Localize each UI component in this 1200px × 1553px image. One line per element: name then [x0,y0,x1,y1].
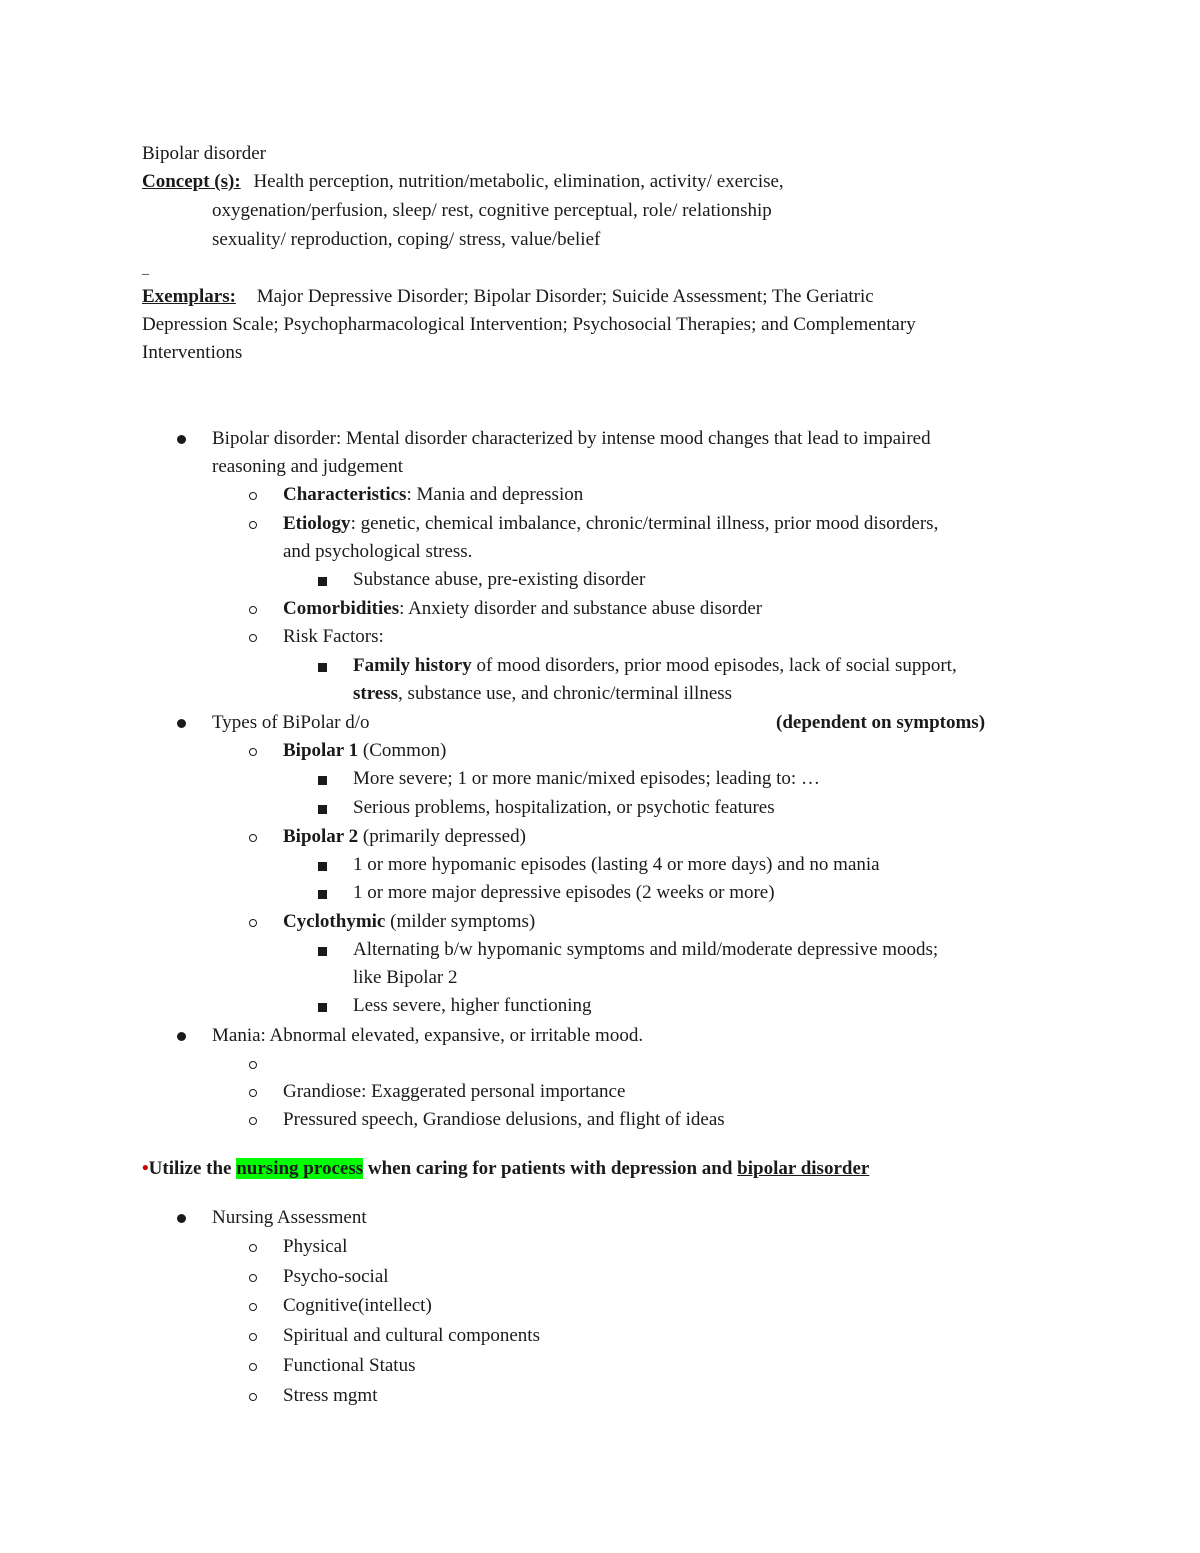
bullet-square [318,577,327,586]
bipolar1-text: (Common) [358,740,447,761]
bipolar1-label: Bipolar 1 [283,740,359,761]
assessment-item: Cognitive(intellect) [283,1295,432,1316]
etiology-item [283,512,938,536]
assessment-item: Stress mgmt [283,1385,378,1406]
risk-text-2: , substance use, and chronic/terminal illness [398,683,733,704]
exemplars-label: Exemplars: [142,286,236,307]
bullet-square [318,890,327,899]
bipolar-definition-2: reasoning and judgement [212,456,404,477]
bullet-circle [249,1333,257,1341]
bipolar1-sub-1: More severe; 1 or more manic/mixed episodes; leading to: … [353,768,820,789]
bipolar2-sub-2: 1 or more major depressive episodes (2 weeks or more) [353,882,775,903]
comorbidities-item [283,597,762,621]
risk-text-1: of mood disorders, prior mood episodes, lack of social support, [471,655,957,676]
characteristics-item [283,483,583,507]
bipolar1-sub-2: Serious problems, hospitalization, or psychotic features [353,797,775,818]
cyclothymic-sub-1b: like Bipolar 2 [353,967,458,988]
bullet-disc [177,1032,186,1041]
characteristics-text: : Mania and depression [406,484,584,505]
heading-part-1: Utilize the [148,1158,237,1179]
nursing-process-heading [142,1157,869,1181]
types-label: Types of BiPolar d/o [212,712,370,733]
concept-label: Concept (s): [142,171,241,192]
bipolar1-item [283,739,446,763]
etiology-text-2: and psychological stress. [283,541,473,562]
bullet-circle [249,1363,257,1371]
risk-factors-line-1 [353,654,957,678]
bullet-circle [249,748,257,756]
bullet-square [318,1003,327,1012]
mania-item-speech: Pressured speech, Grandiose delusions, and flight of ideas [283,1109,725,1130]
bullet-disc [177,435,186,444]
assessment-item: Physical [283,1236,348,1257]
bullet-circle [249,1061,257,1069]
bullet-circle [249,919,257,927]
page-title: Bipolar disorder [142,143,267,164]
concept-line-1 [142,170,784,194]
cyclothymic-text: (milder symptoms) [385,911,536,932]
risk-family-history: Family history [353,655,472,676]
bullet-circle [249,1393,257,1401]
bullet-square [318,862,327,871]
types-note: (dependent on symptoms) [776,712,986,733]
bullet-circle [249,1303,257,1311]
etiology-text: : genetic, chemical imbalance, chronic/terminal illness, prior mood disorders, [350,513,939,534]
concept-text-3: sexuality/ reproduction, coping/ stress, value/belief [212,229,601,250]
bipolar2-label: Bipolar 2 [283,826,359,847]
concept-text-2: oxygenation/perfusion, sleep/ rest, cognitive perceptual, role/ relationship [212,200,772,221]
bullet-circle [249,1244,257,1252]
concept-text-1: Health perception, nutrition/metabolic, elimination, activity/ exercise, [253,171,784,192]
divider-dash: _ [142,262,149,277]
bipolar-definition-1: Bipolar disorder: Mental disorder characterized by intense mood changes that lead to impaired [212,428,931,449]
exemplars-text-1: Major Depressive Disorder; Bipolar Disorder; Suicide Assessment; The Geriatric [256,286,874,307]
comorbidities-label: Comorbidities [283,598,400,619]
red-bullet: • [142,1158,149,1179]
bullet-square [318,663,327,672]
cyclothymic-label: Cyclothymic [283,911,386,932]
cyclothymic-item [283,910,535,934]
bullet-circle [249,834,257,842]
bullet-circle [249,521,257,529]
mania-label: Mania: Abnormal elevated, expansive, or irritable mood. [212,1025,644,1046]
bullet-square [318,947,327,956]
comorbidities-text: : Anxiety disorder and substance abuse disorder [399,598,763,619]
etiology-label: Etiology [283,513,351,534]
mania-item-grandiose: Grandiose: Exaggerated personal importance [283,1081,626,1102]
bipolar2-text: (primarily depressed) [358,826,526,847]
cyclothymic-sub-1a: Alternating b/w hypomanic symptoms and mild/moderate depressive moods; [353,939,939,960]
bipolar2-item [283,825,526,849]
bullet-circle [249,1089,257,1097]
bullet-circle [249,1274,257,1282]
bullet-square [318,776,327,785]
risk-factors-line-2 [353,682,732,706]
bullet-circle [249,634,257,642]
risk-stress: stress [353,683,399,704]
nursing-process-highlight: nursing process [236,1158,364,1179]
bullet-square [318,805,327,814]
bullet-disc [177,719,186,728]
bullet-circle [249,606,257,614]
bipolar-disorder-underlined: bipolar disorder [737,1158,870,1179]
exemplars-text-2: Depression Scale; Psychopharmacological Intervention; Psychosocial Therapies; and Complementary [142,314,916,335]
risk-factors-label: Risk Factors: [283,626,384,647]
exemplars-line-1 [142,285,874,309]
exemplars-text-3: Interventions [142,342,243,363]
assessment-item: Psycho-social [283,1266,389,1287]
bullet-circle [249,492,257,500]
bipolar2-sub-1: 1 or more hypomanic episodes (lasting 4 or more days) and no mania [353,854,880,875]
characteristics-label: Characteristics [283,484,407,505]
bullet-disc [177,1214,186,1223]
assessment-item: Functional Status [283,1355,416,1376]
assessment-item: Spiritual and cultural components [283,1325,540,1346]
bullet-circle [249,1117,257,1125]
heading-part-2: when caring for patients with depression and [363,1158,738,1179]
etiology-sub: Substance abuse, pre-existing disorder [353,569,646,590]
nursing-assessment-label: Nursing Assessment [212,1207,367,1228]
cyclothymic-sub-2: Less severe, higher functioning [353,995,592,1016]
